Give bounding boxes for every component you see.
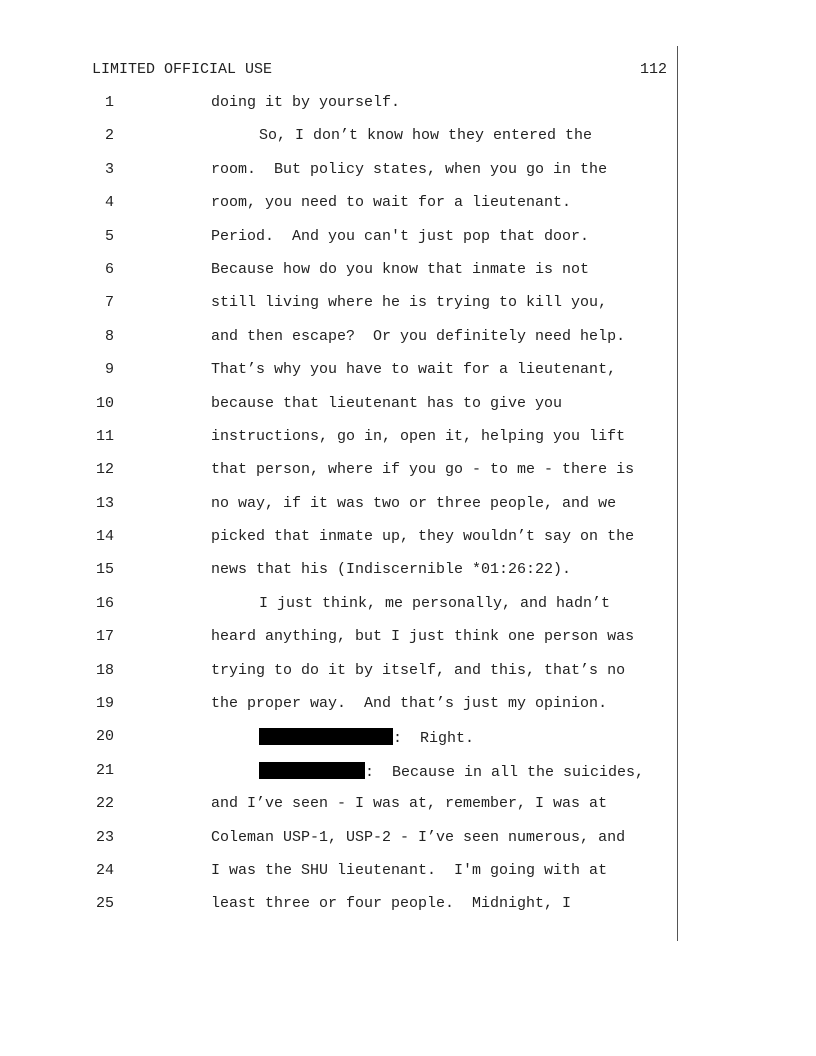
transcript-line <box>0 595 816 628</box>
line-text: : Because in all the suicides, <box>365 763 645 781</box>
line-text: news that his (Indiscernible *01:26:22). <box>211 561 572 579</box>
transcript-line <box>0 228 816 261</box>
line-text: That’s why you have to wait for a lieutenant, <box>211 361 617 379</box>
line-number: 5 <box>104 227 114 245</box>
transcript-line <box>0 728 816 761</box>
line-text: instructions, go in, open it, helping you lift <box>211 427 626 445</box>
transcript-line <box>0 762 816 795</box>
line-number: 13 <box>95 494 114 512</box>
transcript-line <box>0 895 816 928</box>
line-text: room, you need to wait for a lieutenant. <box>211 194 572 212</box>
line-text: I was the SHU lieutenant. I'm going with at <box>211 861 608 879</box>
line-number: 6 <box>104 260 114 278</box>
transcript-line <box>0 528 816 561</box>
line-text: least three or four people. Midnight, I <box>211 895 572 913</box>
line-text: and I’ve seen - I was at, remember, I was at <box>211 795 608 813</box>
transcript-line <box>0 461 816 494</box>
transcript-line <box>0 94 816 127</box>
transcript-line <box>0 127 816 160</box>
line-text: Period. And you can't just pop that door. <box>211 227 590 245</box>
line-number: 15 <box>95 561 114 579</box>
transcript-line <box>0 361 816 394</box>
line-number: 18 <box>95 661 114 679</box>
line-number: 7 <box>104 294 114 312</box>
transcript-line <box>0 294 816 327</box>
transcript-line <box>0 161 816 194</box>
line-text-wrapper <box>211 728 474 748</box>
line-number: 16 <box>95 594 114 612</box>
transcript-line <box>0 261 816 294</box>
line-text: : Right. <box>393 730 475 748</box>
line-text: Because how do you know that inmate is not <box>211 260 590 278</box>
line-number: 8 <box>104 327 114 345</box>
line-text: I just think, me personally, and hadn’t <box>259 594 611 612</box>
transcript-line <box>0 662 816 695</box>
redaction-bar <box>259 762 365 779</box>
line-number: 25 <box>95 895 114 913</box>
line-number: 21 <box>95 761 114 779</box>
line-text: trying to do it by itself, and this, that’s no <box>211 661 626 679</box>
transcript-line <box>0 194 816 227</box>
transcript-line <box>0 795 816 828</box>
line-text-wrapper <box>211 595 610 613</box>
line-text: still living where he is trying to kill you, <box>211 294 608 312</box>
line-text-wrapper <box>211 762 644 782</box>
transcript-line <box>0 395 816 428</box>
line-text: no way, if it was two or three people, and we <box>211 494 617 512</box>
line-number: 11 <box>95 427 114 445</box>
line-number: 12 <box>95 461 114 479</box>
transcript-lines <box>0 94 816 929</box>
redaction-bar <box>259 728 393 745</box>
line-number: 2 <box>104 127 114 145</box>
line-number: 19 <box>95 695 114 713</box>
transcript-line <box>0 328 816 361</box>
line-text: doing it by yourself. <box>211 94 401 111</box>
line-number: 10 <box>95 394 114 412</box>
line-number: 14 <box>95 528 114 546</box>
transcript-line <box>0 695 816 728</box>
line-text: and then escape? Or you definitely need help. <box>211 327 626 345</box>
line-number: 23 <box>95 828 114 846</box>
transcript-line <box>0 495 816 528</box>
classification-header: LIMITED OFFICIAL USE <box>92 61 273 78</box>
line-number: 22 <box>95 795 114 813</box>
line-text: because that lieutenant has to give you <box>211 394 563 412</box>
line-number: 4 <box>104 194 114 212</box>
transcript-line <box>0 428 816 461</box>
line-text: room. But policy states, when you go in the <box>211 160 608 178</box>
line-number: 9 <box>104 361 114 379</box>
line-text: picked that inmate up, they wouldn’t say on the <box>211 528 635 546</box>
line-number: 24 <box>95 861 114 879</box>
line-number: 3 <box>104 160 114 178</box>
line-number: 20 <box>95 728 114 746</box>
page-number: 112 <box>640 61 668 78</box>
line-number: 1 <box>104 94 114 111</box>
transcript-line <box>0 829 816 862</box>
transcript-line <box>0 862 816 895</box>
line-number: 17 <box>95 628 114 646</box>
line-text: the proper way. And that’s just my opinion. <box>211 695 608 713</box>
line-text: heard anything, but I just think one person was <box>211 628 635 646</box>
transcript-line <box>0 628 816 661</box>
line-text: So, I don’t know how they entered the <box>259 127 593 145</box>
transcript-line <box>0 561 816 594</box>
line-text-wrapper <box>211 127 592 145</box>
line-text: that person, where if you go - to me - there is <box>211 461 635 479</box>
line-text: Coleman USP-1, USP-2 - I’ve seen numerous, and <box>211 828 626 846</box>
